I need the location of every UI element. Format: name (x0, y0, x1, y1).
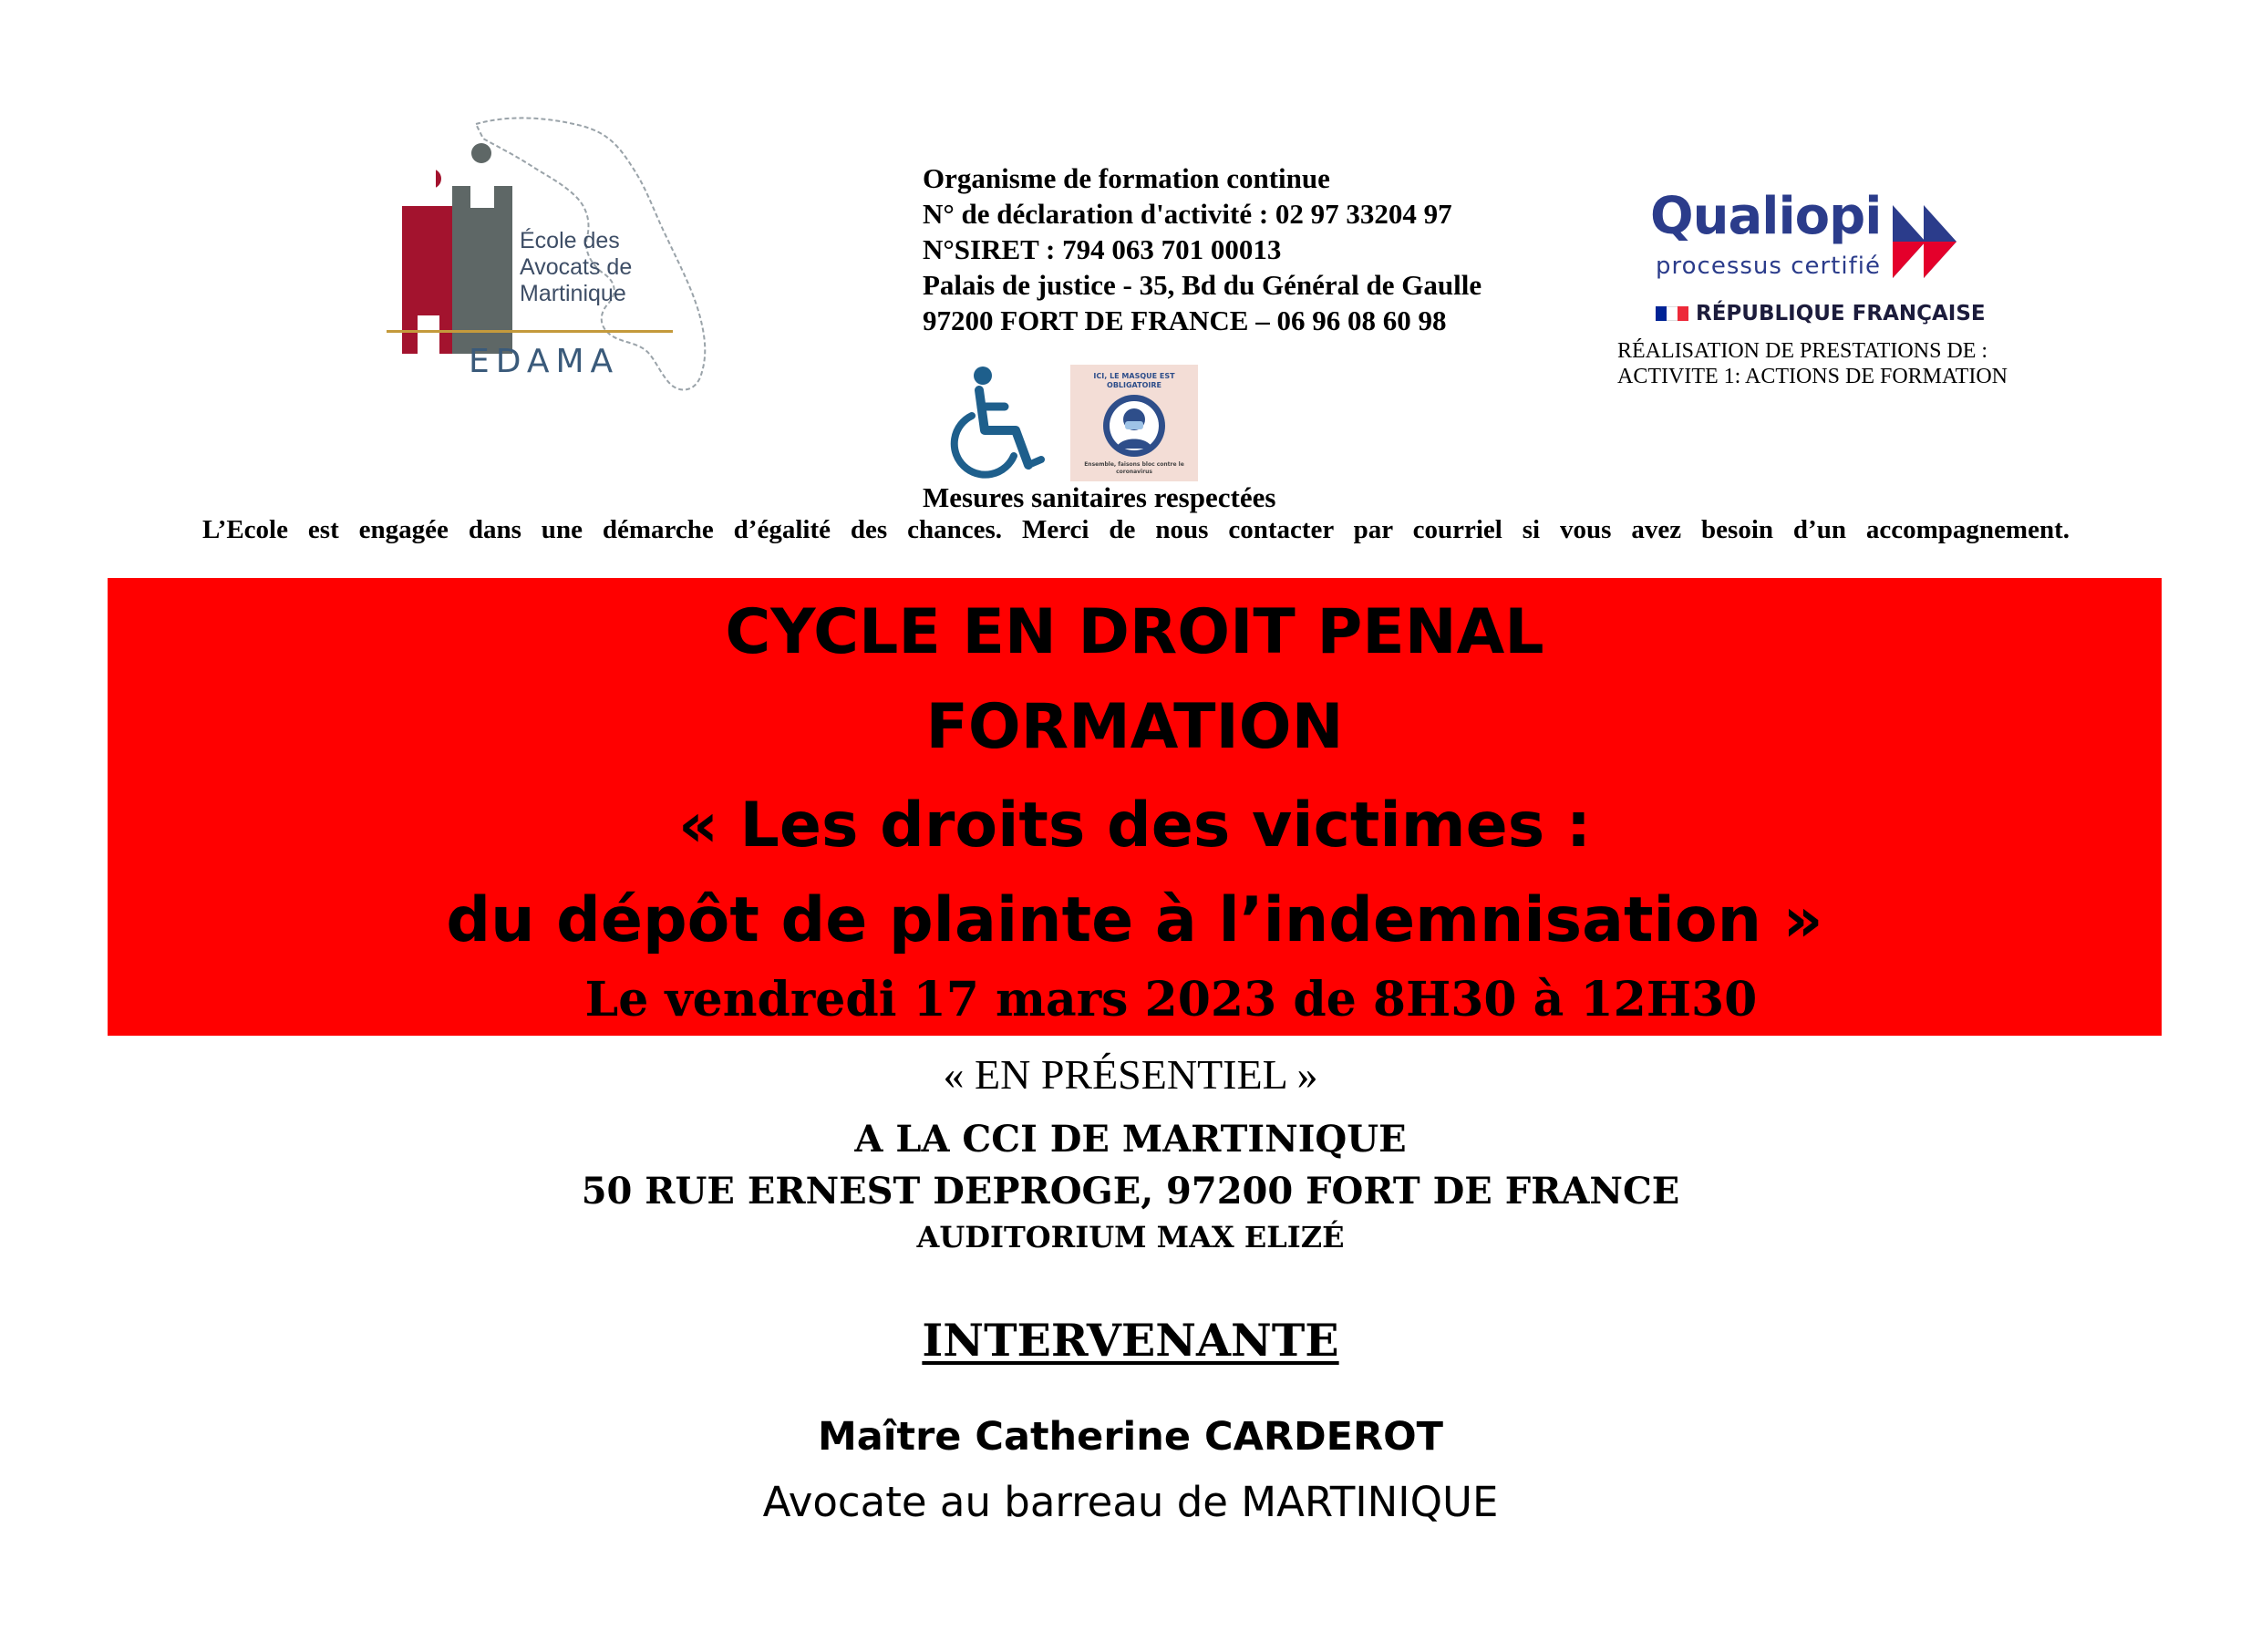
mask-poster (1070, 365, 1198, 481)
prestations-info (1617, 338, 2008, 389)
prestations-line: ACTIVITE 1: ACTIONS DE FORMATION (1617, 365, 2008, 388)
attendance-mode: « EN PRÉSENTIEL » (943, 1051, 1318, 1098)
face-mask-icon (1092, 392, 1176, 459)
venue-room: AUDITORIUM MAX ELIZÉ (916, 1220, 1345, 1254)
edama-logo (381, 111, 728, 401)
speaker-role: Avocate au barreau de MARTINIQUE (762, 1478, 1499, 1526)
qualiopi-logo (1650, 187, 2015, 333)
title-banner (108, 578, 2162, 1036)
qualiopi-name: Qualiopi (1650, 187, 1882, 246)
republique-label: RÉPUBLIQUE FRANÇAISE (1696, 302, 1986, 325)
banner-topic-line-2: du dépôt de plainte à l’indemnisation » (446, 884, 1823, 956)
qualiopi-subtitle: processus certifié (1656, 253, 1881, 280)
sanitary-caption: Mesures sanitaires respectées (923, 481, 1276, 513)
mask-poster-headline: ICI, LE MASQUE EST OBLIGATOIRE (1093, 372, 1175, 389)
banner-cycle-title: CYCLE EN DROIT PENAL (725, 596, 1544, 668)
venue-name: A LA CCI DE MARTINIQUE (854, 1118, 1407, 1161)
speaker-heading: INTERVENANTE (922, 1314, 1339, 1367)
organisme-line: N°SIRET : 794 063 701 00013 (923, 233, 1282, 265)
prestations-line: RÉALISATION DE PRESTATIONS DE : (1617, 339, 1988, 363)
wheelchair-icon (948, 365, 1048, 481)
qualiopi-arrows-icon (1891, 200, 1982, 284)
mask-poster-footer: Ensemble, faisons bloc contre le coronavirus (1084, 461, 1184, 475)
banner-formation-title: FORMATION (925, 691, 1344, 763)
organisme-info (923, 160, 1482, 338)
school-acronym: EDAMA (469, 343, 620, 380)
venue-address: 50 RUE ERNEST DEPROGE, 97200 FORT DE FRANCE (581, 1170, 1680, 1213)
organisme-line: Palais de justice - 35, Bd du Général de Gaulle (923, 269, 1482, 301)
banner-date: Le vendredi 17 mars 2023 de 8H30 à 12H30 (584, 972, 1758, 1027)
banner-topic-line-1: « Les droits des victimes : (677, 790, 1592, 862)
organisme-line: N° de déclaration d'activité : 02 97 33204 97 (923, 198, 1452, 230)
school-name: École des Avocats de Martinique (520, 228, 633, 306)
flag-icon (1656, 306, 1667, 321)
speaker-name: Maître Catherine CARDEROT (817, 1414, 1444, 1460)
organisme-line: 97200 FORT DE FRANCE – 06 96 08 60 98 (923, 305, 1447, 336)
republique-francaise (1656, 302, 1986, 325)
equality-notice: L’Ecole est engagée dans une démarche d’égalité des chances. Merci de nous contacter par courriel si vous avez besoin d’un accompagnement. (202, 515, 2070, 544)
organisme-line: Organisme de formation continue (923, 162, 1330, 194)
